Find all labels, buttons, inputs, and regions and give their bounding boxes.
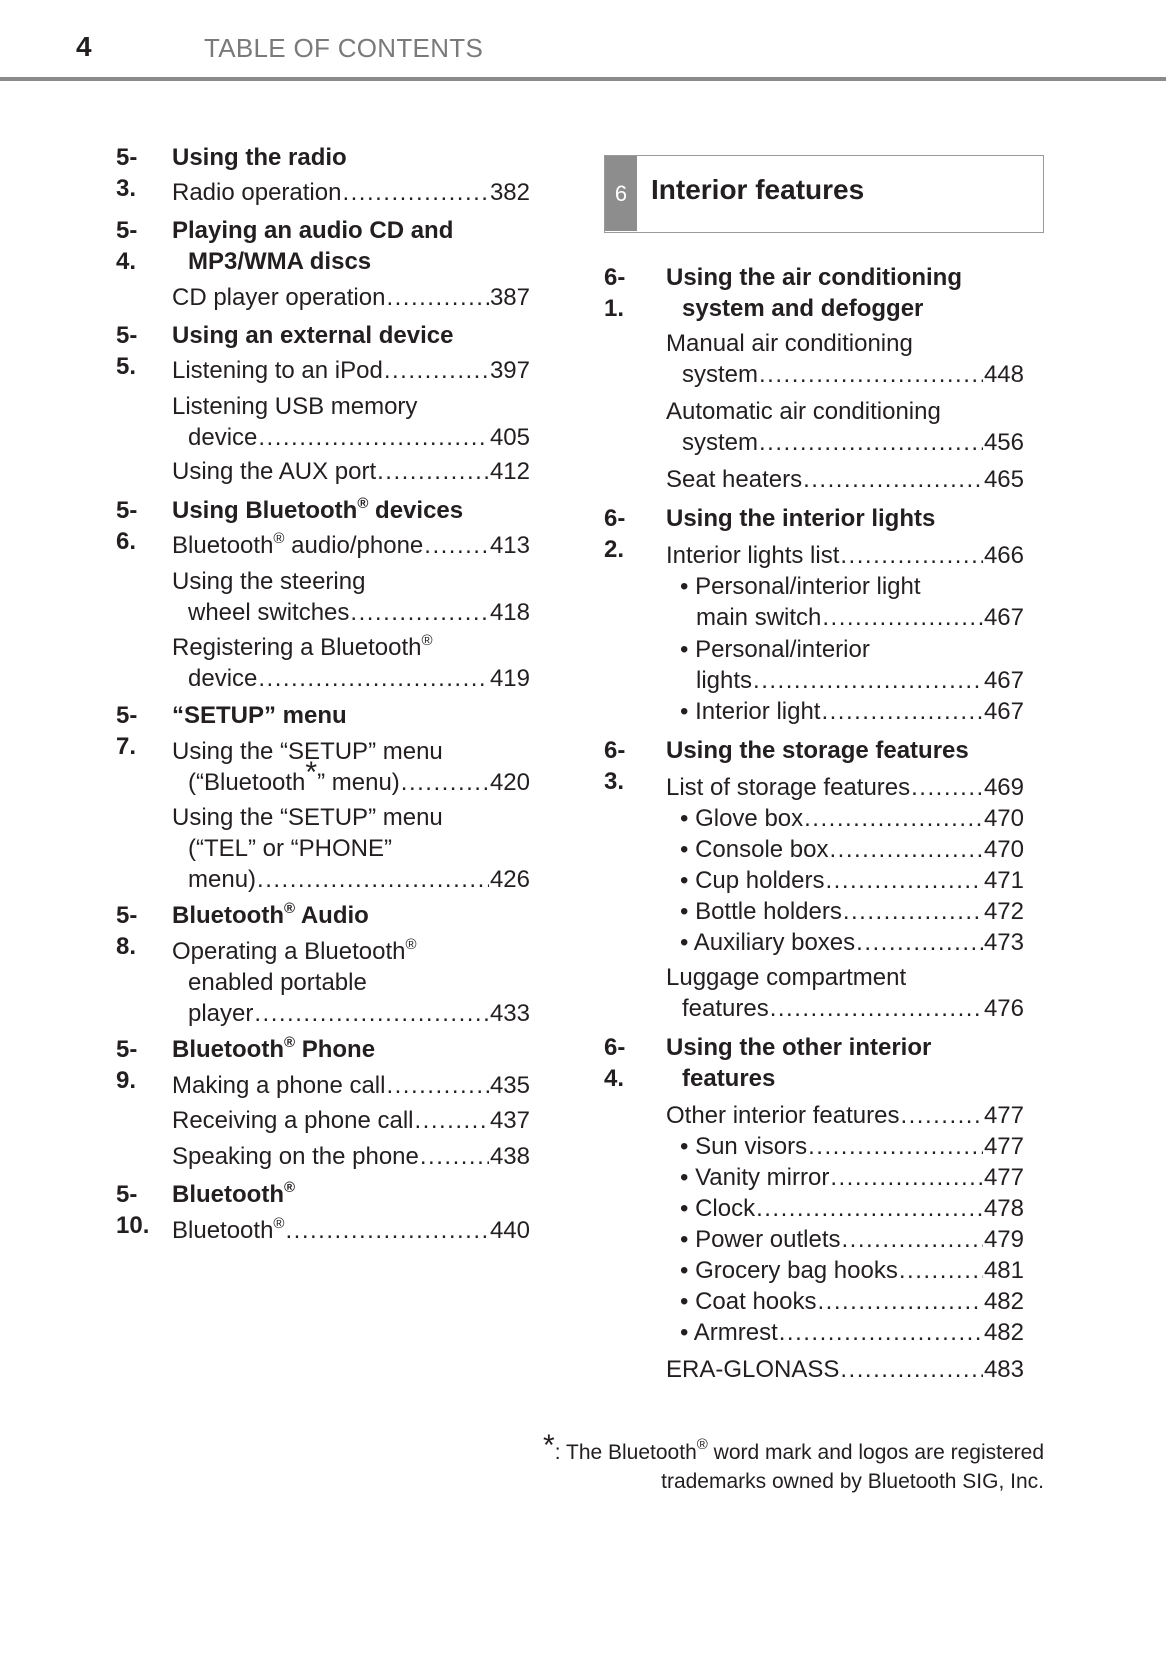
page-ref: 481 xyxy=(983,1257,1024,1284)
section-number: 6-1. xyxy=(604,264,626,322)
toc-subentry-power-outlets[interactable]: • Power outlets ..... 479 xyxy=(680,1224,1024,1255)
toc-subentry-glove-box[interactable]: • Glove box ..... 470 xyxy=(680,803,1024,834)
toc-subentry-clock[interactable]: • Clock ..... 478 xyxy=(680,1193,1024,1224)
page-ref: 465 xyxy=(983,466,1024,493)
header-title: TABLE OF CONTENTS xyxy=(204,33,484,63)
section-number: 5-8. xyxy=(116,902,138,960)
page-ref: 483 xyxy=(983,1356,1024,1383)
section-title: Using the radio xyxy=(172,144,347,171)
section-number: 5-9. xyxy=(116,1036,138,1094)
page-ref: 479 xyxy=(983,1226,1024,1253)
toc-entry-ipod[interactable]: Listening to an iPod ..... 397 xyxy=(172,355,530,386)
section-number: 5-6. xyxy=(116,497,138,555)
page-ref: 420 xyxy=(489,769,530,796)
page-ref: 478 xyxy=(983,1195,1024,1222)
section-number: 6-2. xyxy=(604,505,626,563)
section-title: Bluetooth® Audio xyxy=(172,900,369,929)
section-title: “SETUP” menu xyxy=(172,702,347,729)
toc-entry-aux-port[interactable]: Using the AUX port ..... 412 xyxy=(172,456,530,487)
toc-entry-cd-player[interactable]: CD player operation ..... 387 xyxy=(172,282,530,313)
page-ref: 473 xyxy=(983,929,1024,956)
section-title: Using the interior lights xyxy=(666,505,936,532)
page-ref: 477 xyxy=(983,1164,1024,1191)
section-number: 6-3. xyxy=(604,737,626,795)
toc-entry-storage-list[interactable]: List of storage features ..... 469 xyxy=(666,772,1024,803)
section-number: 6-4. xyxy=(604,1034,626,1092)
page-ref: 405 xyxy=(489,424,530,451)
section-number: 5-5. xyxy=(116,322,138,380)
section-title: Bluetooth® xyxy=(172,1179,296,1208)
toc-entry-luggage-compartment[interactable]: Luggage compartment features ..... 476 xyxy=(666,962,1024,1024)
chapter-title: Interior features xyxy=(651,174,865,205)
page-ref: 456 xyxy=(983,429,1024,456)
page-ref: 387 xyxy=(489,284,530,311)
toc-subentry-vanity-mirror[interactable]: • Vanity mirror ..... 477 xyxy=(680,1162,1024,1193)
section-number: 5-10. xyxy=(116,1181,150,1239)
section-title: Using the air conditioning system and defogger xyxy=(666,264,962,322)
toc-subentry-main-switch[interactable]: • Personal/interior light main switch ..... 467 xyxy=(680,571,1024,633)
toc-subentry-interior-light[interactable]: • Interior light ..... 467 xyxy=(680,696,1024,727)
toc-subentry-grocery-bag-hooks[interactable]: • Grocery bag hooks ..... 481 xyxy=(680,1255,1024,1286)
page-ref: 437 xyxy=(489,1107,530,1134)
page-ref: 418 xyxy=(489,599,530,626)
section-title: Using the storage features xyxy=(666,737,969,764)
page-ref: 482 xyxy=(983,1288,1024,1315)
toc-entry-interior-lights-list[interactable]: Interior lights list ..... 466 xyxy=(666,540,1024,571)
section-title: Bluetooth® Phone xyxy=(172,1034,376,1063)
toc-entry-steering-switches[interactable]: Using the steering wheel switches ..... 418 xyxy=(172,566,530,628)
trademark-footnote: *: The Bluetooth® word mark and logos are registered trademarks owned by Bluetooth SIG, Inc. xyxy=(543,1429,1044,1493)
section-number: 5-7. xyxy=(116,702,138,760)
section-number: 5-3. xyxy=(116,144,138,202)
page-ref: 482 xyxy=(983,1319,1024,1346)
section-title: Using an external device xyxy=(172,322,454,349)
section-number: 5-4. xyxy=(116,217,138,275)
page-ref: 448 xyxy=(983,361,1024,388)
toc-subentry-coat-hooks[interactable]: • Coat hooks ..... 482 xyxy=(680,1286,1024,1317)
page-ref: 412 xyxy=(489,458,530,485)
page-ref: 413 xyxy=(489,532,530,559)
toc-entry-speaking-phone[interactable]: Speaking on the phone ..... 438 xyxy=(172,1141,530,1172)
toc-entry-bluetooth-portable-player[interactable]: Operating a Bluetooth® enabled portable player ..... 433 xyxy=(172,936,530,1029)
page-ref: 438 xyxy=(489,1143,530,1170)
toc-subentry-armrest[interactable]: • Armrest ..... 482 xyxy=(680,1317,1024,1348)
page-ref: 467 xyxy=(983,698,1024,725)
toc-subentry-console-box[interactable]: • Console box ..... 470 xyxy=(680,834,1024,865)
page-ref: 440 xyxy=(489,1217,530,1244)
toc-entry-era-glonass[interactable]: ERA-GLONASS ..... 483 xyxy=(666,1354,1024,1385)
toc-entry-manual-ac[interactable]: Manual air conditioning system ..... 448 xyxy=(666,328,1024,390)
toc-subentry-sun-visors[interactable]: • Sun visors ..... 477 xyxy=(680,1131,1024,1162)
header-divider xyxy=(0,77,1166,81)
toc-entry-registering-bluetooth[interactable]: Registering a Bluetooth® device ..... 419 xyxy=(172,632,530,694)
toc-entry-setup-bluetooth-menu[interactable]: Using the “SETUP” menu (“Bluetooth*” menu) ..... 420 xyxy=(172,736,530,798)
toc-entry-setup-tel-menu[interactable]: Using the “SETUP” menu (“TEL” or “PHONE” menu) ..... 426 xyxy=(172,802,530,895)
toc-entry-other-interior[interactable]: Other interior features ..... 477 xyxy=(666,1100,1024,1131)
section-title: Using the other interior features xyxy=(666,1034,932,1092)
page-ref: 472 xyxy=(983,898,1024,925)
page-ref: 477 xyxy=(983,1102,1024,1129)
page-ref: 467 xyxy=(983,604,1024,631)
section-title: Using Bluetooth® devices xyxy=(172,495,464,524)
chapter-heading xyxy=(604,155,1044,233)
page-ref: 397 xyxy=(489,357,530,384)
page-ref: 470 xyxy=(983,805,1024,832)
chapter-number: 6 xyxy=(605,156,637,231)
page-ref: 470 xyxy=(983,836,1024,863)
page-ref: 435 xyxy=(489,1072,530,1099)
page-number: 4 xyxy=(76,31,92,62)
toc-entry-automatic-ac[interactable]: Automatic air conditioning system ..... 456 xyxy=(666,396,1024,458)
page-ref: 419 xyxy=(489,665,530,692)
page-ref: 467 xyxy=(983,667,1024,694)
toc-subentry-bottle-holders[interactable]: • Bottle holders ..... 472 xyxy=(680,896,1024,927)
page-ref: 426 xyxy=(489,866,530,893)
page-ref: 382 xyxy=(489,179,530,206)
page-ref: 433 xyxy=(489,1000,530,1027)
page-ref: 471 xyxy=(983,867,1024,894)
toc-subentry-auxiliary-boxes[interactable]: • Auxiliary boxes ..... 473 xyxy=(680,927,1024,958)
page-ref: 466 xyxy=(983,542,1024,569)
toc-entry-receiving-call[interactable]: Receiving a phone call ..... 437 xyxy=(172,1105,530,1136)
toc-entry-seat-heaters[interactable]: Seat heaters ..... 465 xyxy=(666,464,1024,495)
section-title: Playing an audio CD and MP3/WMA discs xyxy=(172,217,454,275)
toc-entry-making-call[interactable]: Making a phone call ..... 435 xyxy=(172,1070,530,1101)
toc-subentry-cup-holders[interactable]: • Cup holders ..... 471 xyxy=(680,865,1024,896)
toc-entry-bluetooth[interactable]: Bluetooth® ..... 440 xyxy=(172,1215,530,1246)
page-ref: 469 xyxy=(983,774,1024,801)
toc-entry-radio-operation[interactable]: Radio operation ..... 382 xyxy=(172,177,530,208)
toc-entry-usb-memory[interactable]: Listening USB memory device ..... 405 xyxy=(172,391,530,453)
page-ref: 476 xyxy=(983,995,1024,1022)
page-header xyxy=(0,0,1166,82)
toc-subentry-personal-lights[interactable]: • Personal/interior lights ..... 467 xyxy=(680,634,1024,696)
toc-entry-bluetooth-audio-phone[interactable]: Bluetooth® audio/phone ..... 413 xyxy=(172,530,530,561)
page-ref: 477 xyxy=(983,1133,1024,1160)
